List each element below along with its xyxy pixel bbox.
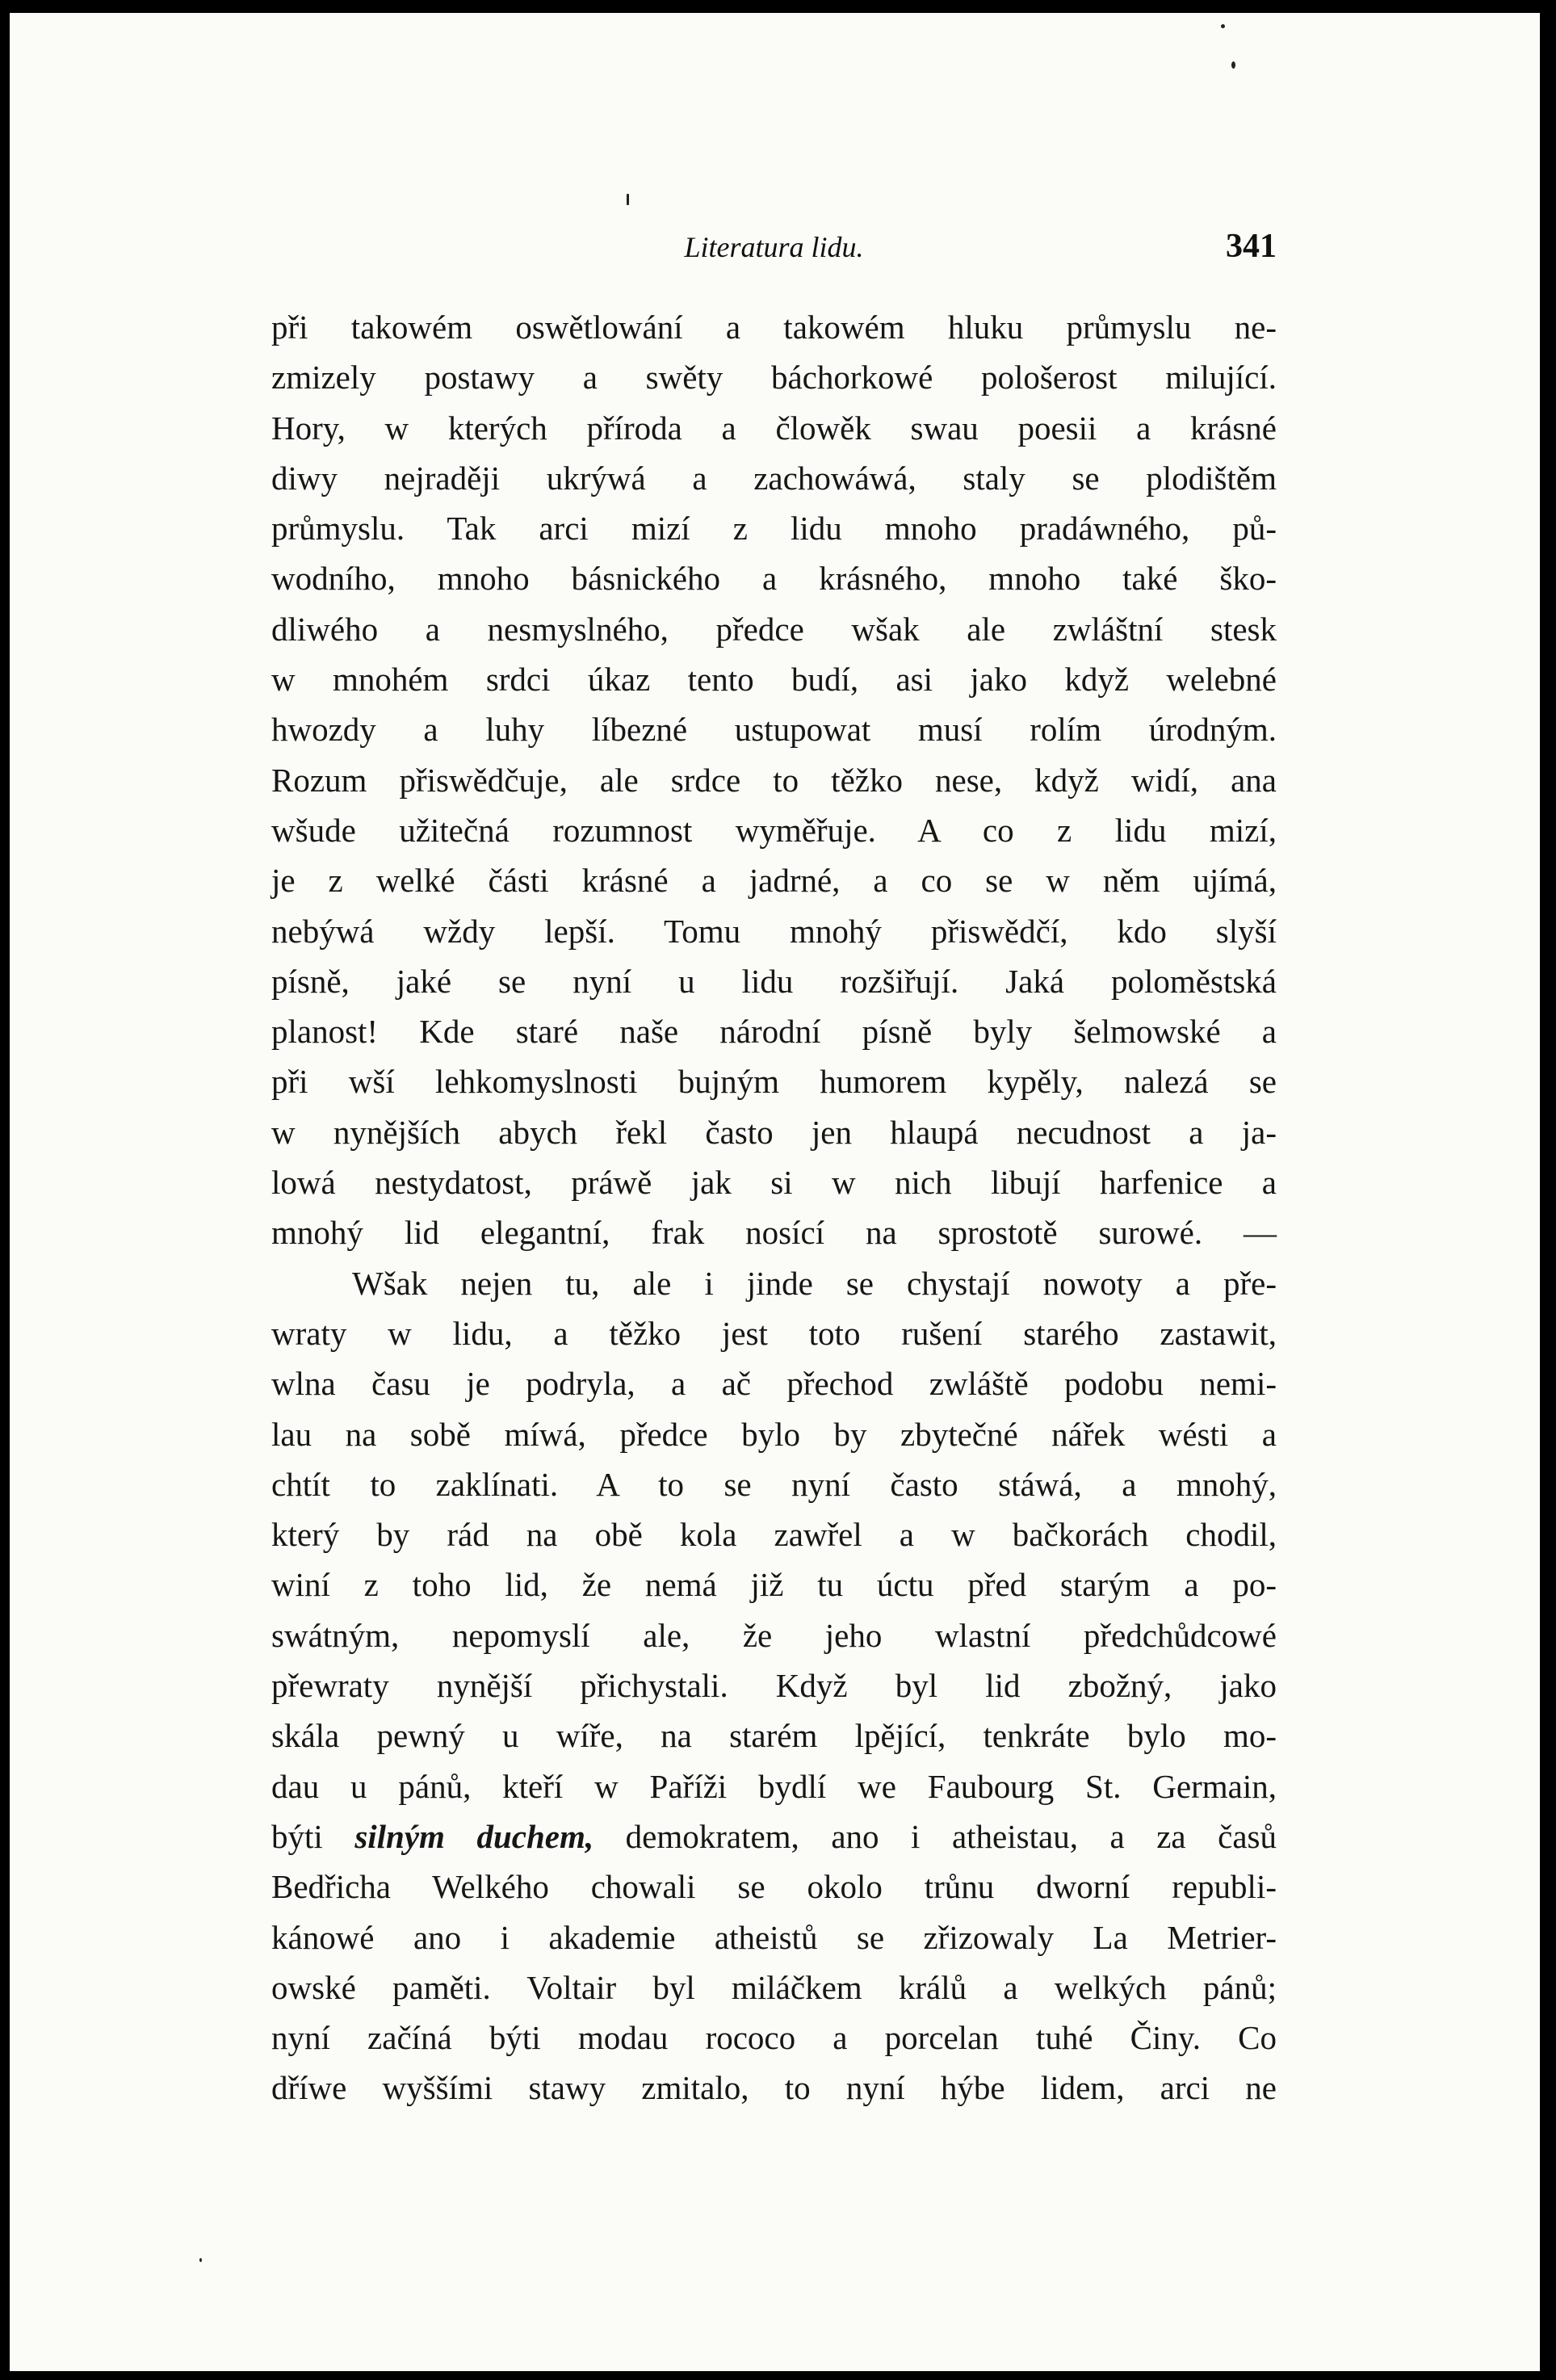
text-line: chtít to zaklínati. A to se nyní často stáwá, a mnohý,: [271, 1465, 1277, 1503]
scan-speck: [1231, 61, 1235, 69]
book-page: [10, 13, 1540, 2371]
text-line: wodního, mnoho básnického a krásného, mnoho také ško-: [271, 560, 1277, 598]
text-line: mnohý lid elegantní, frak nosící na sprostotě surowé. —: [271, 1214, 1277, 1252]
text-line: wraty w lidu, a těžko jest toto rušení starého zastawit,: [271, 1314, 1277, 1352]
text-line: skála pewný u wíře, na starém lpějící, tenkráte bylo mo-: [271, 1717, 1277, 1755]
text-line: Rozum přiswědčuje, ale srdce to těžko nese, když widí, ana: [271, 761, 1277, 799]
text-line: diwy nejraději ukrýwá a zachowáwá, staly se plodištěm: [271, 459, 1277, 497]
text-line: Hory, w kterých příroda a člowěk swau poesii a krásné: [271, 409, 1277, 447]
emphasized-phrase: silným duchem,: [354, 1817, 594, 1855]
text-line: w nynějších abych řekl často jen hlaupá necudnost a ja-: [271, 1113, 1277, 1151]
text-line: w mnohém srdci úkaz tento budí, asi jako když welebné: [271, 661, 1277, 699]
text-line-with-emphasis: [271, 1811, 1277, 1862]
text-line: je z welké části krásné a jadrné, a co se w něm ujímá,: [271, 862, 1277, 900]
scan-speck: [199, 2258, 202, 2262]
text-line: wlna času je podryla, a ač přechod zwláště podobu nemi-: [271, 1365, 1277, 1403]
text-line: hwozdy a luhy líbezné ustupowat musí rolím úrodným.: [271, 711, 1277, 749]
page-number: 341: [1226, 228, 1277, 265]
text-line: nyní začíná býti modau rococo a porcelan tuhé Činy. Co: [271, 2019, 1277, 2057]
text-line: dliwého a nesmyslného, předce wšak ale zwláštní stesk: [271, 610, 1277, 648]
running-title: Literatura lidu.: [684, 231, 864, 263]
text-line: při takowém oswětlowání a takowém hluku průmyslu ne-: [271, 309, 1277, 346]
text-fragment: býti: [271, 1817, 355, 1855]
text-line: písně, jaké se nyní u lidu rozšiřují. Jaká poloměstská: [271, 962, 1277, 1000]
text-line: dříwe wyššími stawy zmitalo, to nyní hýbe lidem, arci ne: [271, 2069, 1277, 2107]
scan-speck: [627, 194, 629, 205]
text-line: lowá nestydatost, práwě jak si w nich libují harfenice a: [271, 1164, 1277, 1202]
text-line: winí z toho lid, že nemá již tu úctu před starým a po-: [271, 1566, 1277, 1604]
text-line: planost! Kde staré naše národní písně byly šelmowské a: [271, 1013, 1277, 1051]
page-header: [271, 227, 1277, 275]
text-line: swátným, nepomyslí ale, že jeho wlastní předchůdcowé: [271, 1616, 1277, 1654]
text-line: dau u pánů, kteří w Paříži bydlí we Faubourg St. Germain,: [271, 1767, 1277, 1805]
text-line: Bedřicha Welkého chowali se okolo trůnu dworní republi-: [271, 1868, 1277, 1906]
text-line: zmizely postawy a swěty báchorkowé pološerost milující.: [271, 359, 1277, 397]
text-line: owské paměti. Voltair byl miláčkem králů a welkých pánů;: [271, 1968, 1277, 2006]
text-fragment: demokratem, ano i atheistau, a za časů: [593, 1817, 1277, 1855]
body-text: [271, 302, 1277, 2113]
text-line: wšude užitečná rozumnost wyměřuje. A co z lidu mizí,: [271, 811, 1277, 849]
text-line: průmyslu. Tak arci mizí z lidu mnoho pradáwného, pů-: [271, 510, 1277, 548]
paragraph-start-line: Wšak nejen tu, ale i jinde se chystají nowoty a pře-: [352, 1264, 1277, 1302]
text-line: přewraty nynější přichystali. Když byl lid zbožný, jako: [271, 1667, 1277, 1705]
text-line: nebýwá wždy lepší. Tomu mnohý přiswědčí, kdo slyší: [271, 912, 1277, 950]
text-line: kánowé ano i akademie atheistů se zřizowaly La Metrier-: [271, 1918, 1277, 1956]
scan-speck: [1221, 24, 1225, 28]
text-line: který by rád na obě kola zawřel a w bačkorách chodil,: [271, 1516, 1277, 1554]
text-line: lau na sobě míwá, předce bylo by zbytečné nářek wésti a: [271, 1415, 1277, 1453]
text-line: při wší lehkomyslnosti bujným humorem kypěly, nalezá se: [271, 1063, 1277, 1101]
